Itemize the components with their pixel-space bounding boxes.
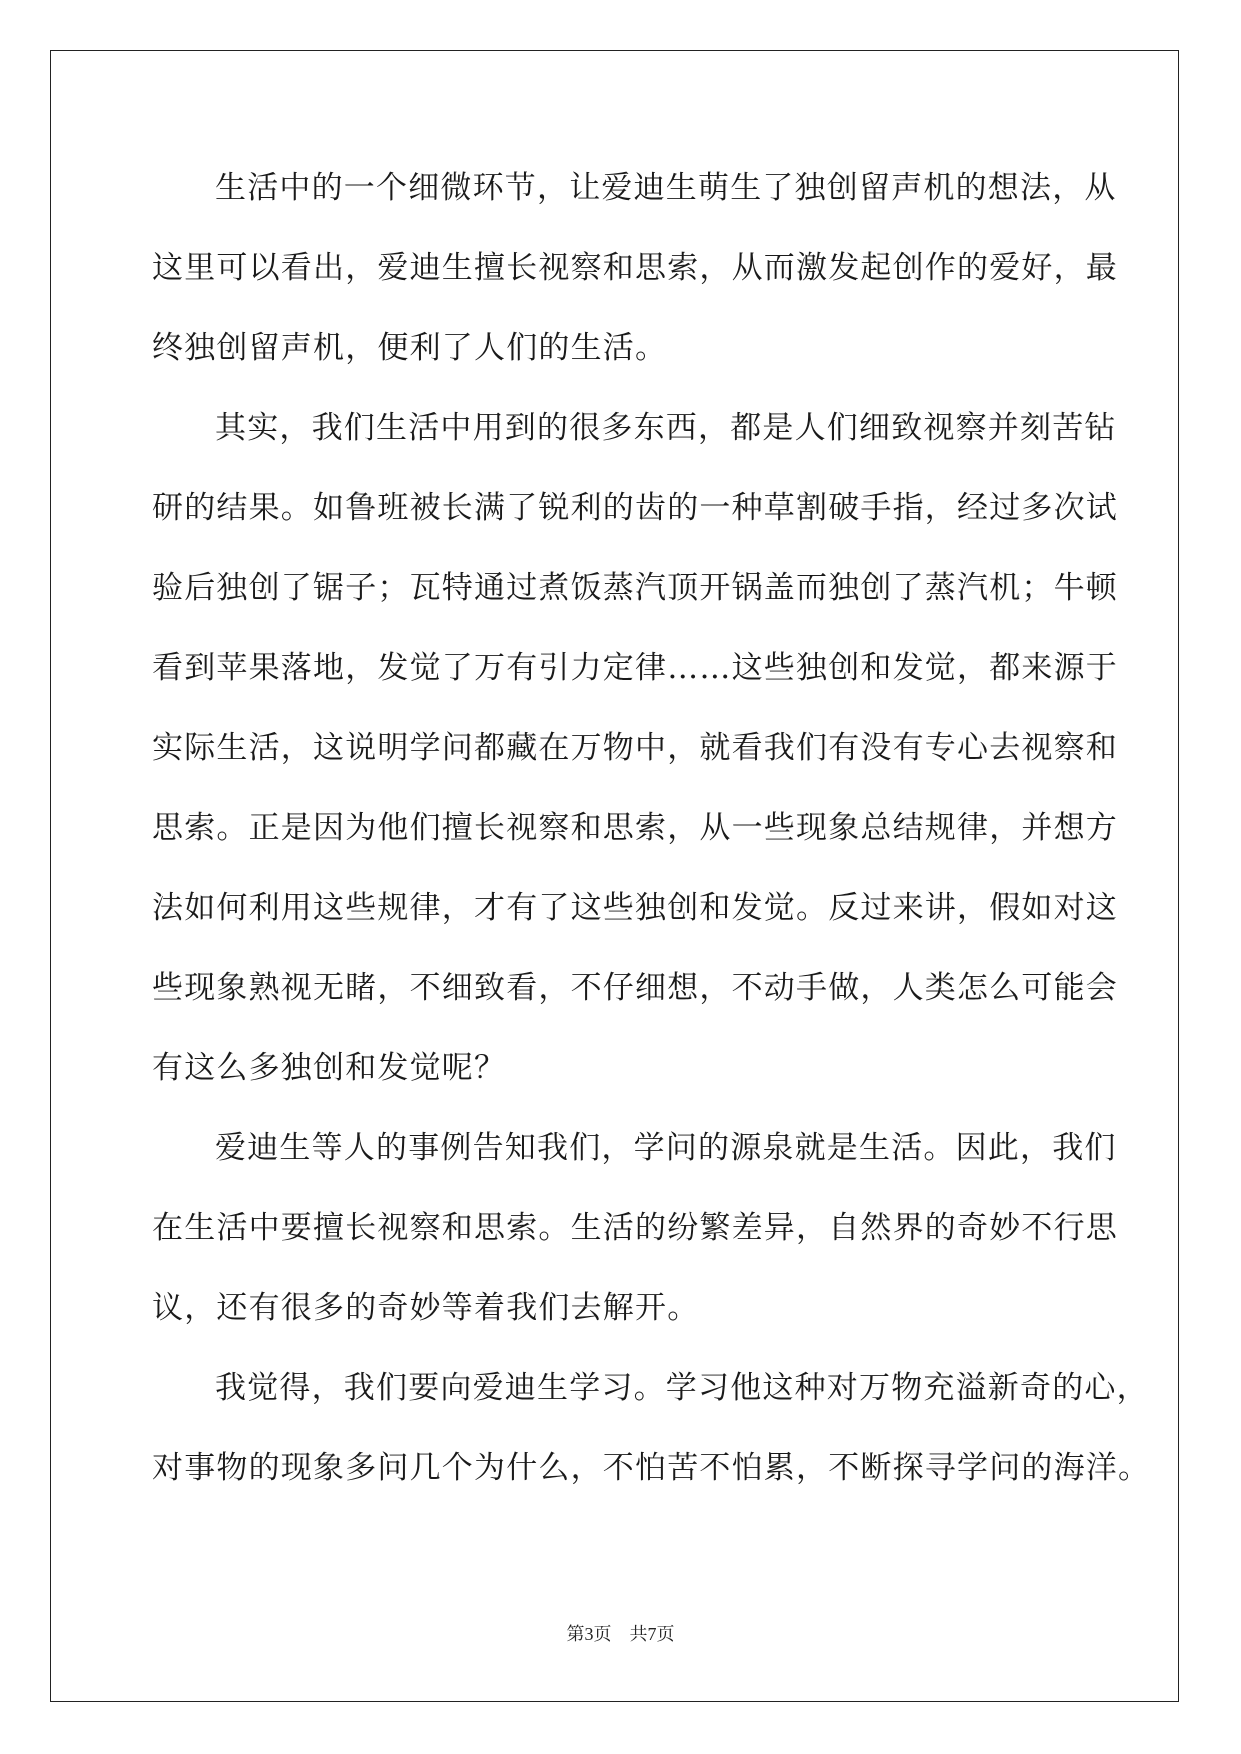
- page-number-current: 第3页: [566, 1624, 612, 1644]
- text-line: 实际生活，这说明学问都藏在万物中，就看我们有没有专心去视察和: [152, 730, 1118, 766]
- text-line: 法如何利用这些规律，才有了这些独创和发觉。反过来讲，假如对这: [152, 890, 1118, 926]
- text-line: 我觉得，我们要向爱迪生学习。学习他这种对万物充溢新奇的心，: [215, 1370, 1149, 1406]
- text-line: 终独创留声机，便利了人们的生活。: [152, 330, 668, 366]
- page-number-total: 共7页: [629, 1624, 675, 1644]
- text-line: 这里可以看出，爱迪生擅长视察和思索，从而激发起创作的爱好，最: [152, 250, 1118, 286]
- text-line: 生活中的一个细微环节，让爱迪生萌生了独创留声机的想法，从: [215, 170, 1117, 206]
- text-line: 研的结果。如鲁班被长满了锐利的齿的一种草割破手指，经过多次试: [152, 490, 1118, 526]
- text-line: 有这么多独创和发觉呢？: [152, 1050, 507, 1086]
- text-line: 对事物的现象多问几个为什么，不怕苦不怕累，不断探寻学问的海洋。: [152, 1450, 1151, 1486]
- text-line: 议，还有很多的奇妙等着我们去解开。: [152, 1290, 700, 1326]
- page-footer: [0, 1620, 1241, 1646]
- text-line: 些现象熟视无睹，不细致看，不仔细想，不动手做，人类怎么可能会: [152, 970, 1118, 1006]
- text-line: 爱迪生等人的事例告知我们，学问的源泉就是生活。因此，我们: [215, 1130, 1117, 1166]
- text-line: 验后独创了锯子；瓦特通过煮饭蒸汽顶开锅盖而独创了蒸汽机；牛顿: [152, 570, 1118, 606]
- text-line: 看到苹果落地，发觉了万有引力定律……这些独创和发觉，都来源于: [152, 650, 1118, 686]
- text-line: 在生活中要擅长视察和思索。生活的纷繁差异，自然界的奇妙不行思: [152, 1210, 1118, 1246]
- text-line: 思索。正是因为他们擅长视察和思索，从一些现象总结规律，并想方: [152, 810, 1118, 846]
- text-line: 其实，我们生活中用到的很多东西，都是人们细致视察并刻苦钻: [215, 410, 1117, 446]
- document-body: [152, 162, 1151, 1522]
